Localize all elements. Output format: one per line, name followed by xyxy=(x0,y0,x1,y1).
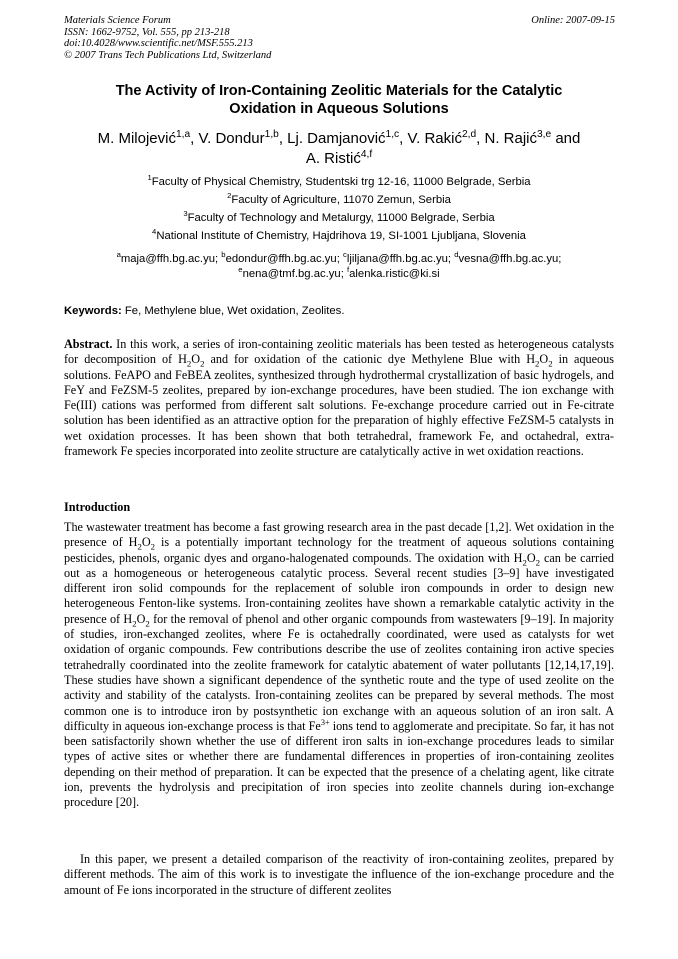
abstract-text: In this work, a series of iron-containing zeolitic materials has been tested as heterogeneous catalysts for decomposition of H xyxy=(64,337,614,367)
email xyxy=(342,250,448,265)
body-text: O xyxy=(136,611,146,626)
affiliation-mark: 3 xyxy=(183,209,188,219)
author-affiliation-mark: 2,d xyxy=(461,129,477,140)
introduction-paragraph-2: In this paper, we present a detailed comparison of the reactivity of iron-containing zeolites, prepared by different methods. The aim of this work is to investigate the influence of the ion-exchange procedure and the amount of Fe ions incorporated in the structure of different zeolites xyxy=(64,852,614,897)
email xyxy=(221,250,337,265)
affiliation xyxy=(64,211,614,225)
section-heading: Introduction xyxy=(64,500,131,514)
author-separator: , xyxy=(399,130,408,147)
subscript: 2 xyxy=(186,358,192,369)
author-separator: , xyxy=(476,130,485,147)
author xyxy=(484,130,580,147)
paper-title xyxy=(64,82,614,118)
abstract xyxy=(64,337,614,459)
email-address: alenka.ristic@ki.si xyxy=(349,268,440,280)
email-mark: a xyxy=(116,250,121,260)
keywords-label: Keywords: xyxy=(64,305,122,317)
subscript: 2 xyxy=(522,557,527,568)
subscript: 2 xyxy=(145,618,150,629)
affiliation-text: National Institute of Chemistry, Hajdrihova 19, SI-1001 Ljubljana, Slovenia xyxy=(156,230,526,242)
email xyxy=(454,250,559,265)
abstract-text: O xyxy=(539,352,549,367)
title-line-1: The Activity of Iron-Containing Zeolitic Materials for the Catalytic xyxy=(115,83,563,99)
copyright-line: © 2007 Trans Tech Publications Ltd, Switzerland xyxy=(64,49,272,61)
subscript: 2 xyxy=(548,358,553,369)
body-text: is a potentially important technology for the treatment of aqueous solutions containing pesticides, phenols, organic dyes and organo-halogenated compounds. The oxidation with H xyxy=(64,535,614,565)
body-text: The wastewater treatment has become a fast growing research area in the past decade [1,2]. Wet oxidation in the presence of H xyxy=(64,520,614,550)
keywords xyxy=(64,304,614,318)
affiliation xyxy=(64,229,614,243)
email-address: vesna@ffh.bg.ac.yu xyxy=(458,253,559,265)
journal-name: Materials Science Forum xyxy=(64,15,171,26)
author-name: Lj. Damjanović xyxy=(287,130,386,147)
email xyxy=(116,250,215,265)
affiliation-text: Faculty of Physical Chemistry, Studentski trg 12-16, 11000 Belgrade, Serbia xyxy=(151,176,531,188)
subscript: 2 xyxy=(150,541,156,552)
author-separator: and xyxy=(551,130,581,147)
author-name: N. Rajić xyxy=(484,130,537,147)
author-name: A. Ristić xyxy=(305,150,361,167)
author xyxy=(306,150,372,167)
title-line-2: Oxidation in Aqueous Solutions xyxy=(229,101,449,117)
email-address: nena@tmf.bg.ac.yu xyxy=(242,268,341,280)
body-text: O xyxy=(526,550,536,565)
email-mark: e xyxy=(238,265,243,275)
abstract-text: O xyxy=(191,352,201,367)
affiliation-text: Faculty of Agriculture, 11070 Zemun, Serbia xyxy=(231,194,451,206)
affiliation-mark: 2 xyxy=(227,191,232,201)
subscript: 2 xyxy=(535,358,540,369)
affiliation-mark: 4 xyxy=(152,227,157,237)
author-separator: , xyxy=(190,130,199,147)
superscript: 3+ xyxy=(320,717,330,727)
email xyxy=(238,265,341,280)
author-affiliation-mark: 3,e xyxy=(537,129,552,140)
email-address: edondur@ffh.bg.ac.yu xyxy=(225,253,337,265)
author-name: V. Dondur xyxy=(198,130,265,147)
author-affiliation-mark: 4,f xyxy=(360,149,373,160)
introduction-paragraph xyxy=(64,520,614,811)
subscript: 2 xyxy=(535,557,541,568)
author xyxy=(98,130,199,147)
journal-header xyxy=(64,15,271,61)
author-list xyxy=(64,129,614,169)
online-date: Online: 2007-09-15 xyxy=(531,15,615,26)
email xyxy=(346,265,440,280)
email-mark: c xyxy=(342,250,347,260)
body-text: for the removal of phenol and other organic compounds from wastewaters [9–19]. In majority of studies, iron-exchanged zeolites, where Fe is octahedrally coordinated, were used as catalysts for wet oxidation of organic compounds. Few contributions describe the use of zeolites containing iron active species tetrahedrally coordinated into the zeolite framework for catalytic abatement of water pollutants [12,14,17,19]. These studies have shown a significant dependence of the synthetic route and the type of used zeolite on the activity and stability of the catalysts. Iron-containing zeolites can be prepared by several methods. The most common one is to introduce iron by postsynthetic ion exchange with an aqueous solution of an iron salt. A difficulty in aqueous ion-exchange process is that Fe xyxy=(64,611,614,733)
email-mark: d xyxy=(454,250,459,260)
subscript: 2 xyxy=(132,618,137,629)
subscript: 2 xyxy=(200,358,205,369)
body-text: can be carried out as a homogeneous or heterogeneous catalytic process. Several recent studies [3–9] have investigated different iron solid compounds for the replacement of soluble iron compounds in order to design new heterogeneous Fenton-like systems. Iron-containing zeolites have shown a remarkable catalytic activity in the presence of H xyxy=(64,550,614,626)
body-text: O xyxy=(141,535,151,550)
author-affiliation-mark: 1,a xyxy=(175,129,191,140)
doi-line: doi:10.4028/www.scientific.net/MSF.555.213 xyxy=(64,38,253,49)
email-list: $^a$maja@ffh.bg.ac.yu; $^b$edondur@ffh.bg.ac.yu; $^c$ljiljana@ffh.bg.ac.yu; $^d$vesna@ffh.bg.ac.yu; $^e$nena@tmf.bg.ac.yu; $^f$alenka.ristic@ki.si xyxy=(116,250,562,280)
author xyxy=(407,130,484,147)
email-address: ljiljana@ffh.bg.ac.yu xyxy=(346,253,448,265)
abstract-label: Abstract. xyxy=(64,337,113,351)
abstract-text: and for oxidation of the cationic dye Methylene Blue with H xyxy=(204,352,535,367)
author-affiliation-mark: 1,b xyxy=(264,129,279,140)
author xyxy=(198,130,287,147)
author-name: V. Rakić xyxy=(407,130,462,147)
author-name: M. Milojević xyxy=(97,130,176,147)
email-mark: f xyxy=(346,265,350,275)
keywords-text: Fe, Methylene blue, Wet oxidation, Zeolites. xyxy=(121,305,345,317)
email-mark: b xyxy=(221,250,226,260)
author-affiliation-mark: 1,c xyxy=(385,129,400,140)
subscript: 2 xyxy=(137,541,142,552)
issn-line: ISSN: 1662-9752, Vol. 555, pp 213-218 xyxy=(64,26,230,38)
body-text: ions tend to agglomerate and precipitate. So far, it has not been satisfactorily shown whether the use of different iron salts in ion-exchange procedures leads to similar types of active sites or whether there are fundamental differences in properties of iron-containing zeolites depending on their method of preparation. It can be expected that the presence of a chelating agent, like citrate ion, prevents the hydrolysis and precipitation of iron species into zeolite channels during ion-exchange procedure [20]. xyxy=(64,718,614,810)
author-separator: , xyxy=(278,130,288,147)
affiliation-mark: 1 xyxy=(147,173,152,183)
author xyxy=(287,130,407,147)
affiliation xyxy=(64,193,614,207)
abstract-text: in aqueous solutions. FeAPO and FeBEA zeolites, synthesized through hydrothermal crystallization of basic hydrogels, and FeY and FeZSM-5 zeolites, prepared by ion-exchange procedures, have been studied. The ion exchange with Fe(III) cations was performed from different salt solutions. Fe-exchange procedure carried out in Fe-citrate solution has been identified as an attractive option for the preparation of highly effective FeZSM-5 catalysts in wet oxidation processes. It has been shown that both tetrahedral, framework Fe, and octahedral, extra-framework Fe species incorporated into zeolite structure are catalytically active in wet oxidation reactions. xyxy=(64,352,614,459)
email-address: maja@ffh.bg.ac.yu xyxy=(120,253,215,265)
affiliation-text: Faculty of Technology and Metalurgy, 11000 Belgrade, Serbia xyxy=(187,212,495,224)
affiliation xyxy=(64,175,614,189)
